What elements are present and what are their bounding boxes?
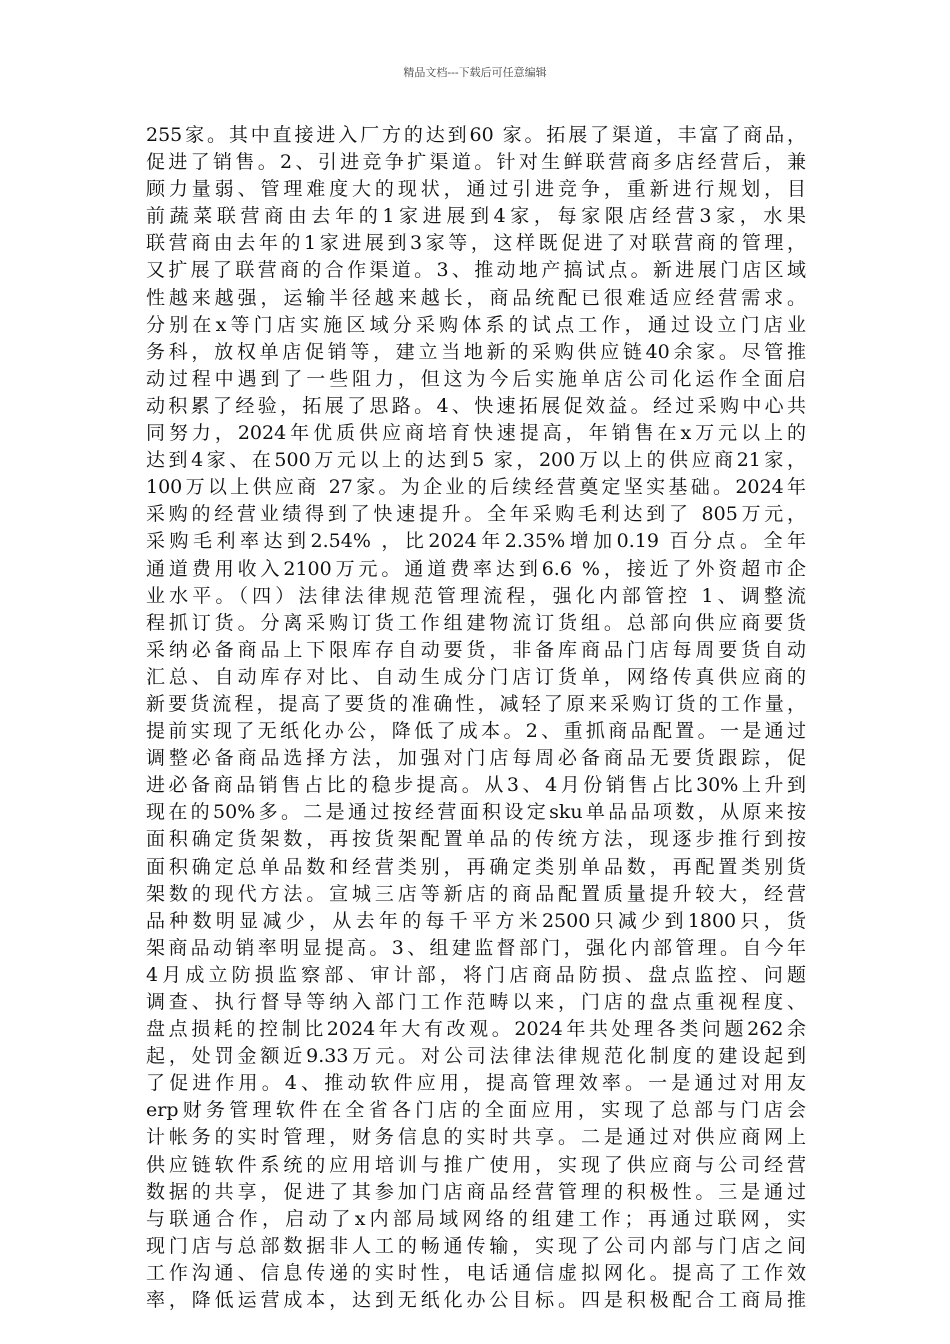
text-line: 汇总、自动库存对比、自动生成分门店订货单，网络传真供应商的: [146, 665, 806, 688]
text-line: 架数的现代方法。宣城三店等新店的商品配置质量提升较大，经营: [146, 882, 806, 905]
text-line: 性越来越强，运输半径越来越长，商品统配已很难适应经营需求。: [146, 286, 806, 309]
text-line: 255家。其中直接进入厂方的达到60 家。拓展了渠道，丰富了商品，: [146, 124, 806, 146]
text-line: 计帐务的实时管理，财务信息的实时共享。二是通过对供应商网上: [146, 1126, 806, 1149]
text-line: 与联通合作，启动了x内部局域网络的组建工作；再通过联网，实: [146, 1207, 806, 1230]
text-line: 100万以上供应商 27家。为企业的后续经营奠定坚实基础。2024年: [146, 476, 806, 499]
text-line: 面积确定总单品数和经营类别，再确定类别单品数，再配置类别货: [146, 855, 806, 878]
text-line: 达到4家、在500万元以上的达到5 家，200万以上的供应商21家，: [146, 449, 806, 472]
text-line: 数据的共享，促进了其参加门店商品经营管理的积极性。三是通过: [146, 1180, 806, 1203]
page-header: 精品文档---下载后可任意编辑: [403, 66, 547, 79]
text-line: 新要货流程，提高了要货的准确性，减轻了原来采购订货的工作量，: [146, 692, 806, 715]
text-line: 了促进作用。4、推动软件应用，提高管理效率。一是通过对用友: [146, 1072, 806, 1095]
text-line: 起，处罚金额近9.33万元。对公司法律法律规范化制度的建设起到: [146, 1045, 806, 1068]
text-line: 工作沟通、信息传递的实时性，电话通信虚拟网化。提高了工作效: [146, 1261, 806, 1284]
text-line: 供应链软件系统的应用培训与推广使用，实现了供应商与公司经营: [146, 1153, 806, 1176]
text-line: 采购毛利率达到2.54% ，比2024年2.35%增加0.19 百分点。全年: [146, 530, 806, 553]
text-line: 顾力量弱、管理难度大的现状，通过引进竞争，重新进行规划，目: [146, 178, 806, 201]
text-line: 动过程中遇到了一些阻力，但这为今后实施单店公司化运作全面启: [146, 367, 806, 390]
text-line: 前蔬菜联营商由去年的1家进展到4家，每家限店经营3家，水果: [146, 205, 806, 228]
text-line: 现在的50%多。二是通过按经营面积设定sku单品品项数，从原来按: [146, 801, 806, 824]
text-line: 采纳必备商品上下限库存自动要货，非备库商品门店每周要货自动: [146, 638, 806, 661]
text-line: 架商品动销率明显提高。3、组建监督部门，强化内部管理。自今年: [146, 936, 806, 959]
text-line: 采购的经营业绩得到了快速提升。全年采购毛利达到了 805万元，: [146, 503, 806, 526]
text-line: 动积累了经验，拓展了思路。4、快速拓展促效益。经过采购中心共: [146, 394, 806, 417]
text-line: 务科，放权单店促销等，建立当地新的采购供应链40余家。尽管推: [146, 340, 806, 363]
text-line: 面积确定货架数，再按货架配置单品的传统方法，现逐步推行到按: [146, 828, 806, 851]
text-line: 通道费用收入2100万元。通道费率达到6.6 %，接近了外资超市企: [146, 557, 806, 580]
text-line: 现门店与总部数据非人工的畅通传输，实现了公司内部与门店之间: [146, 1234, 806, 1257]
text-line: 分别在x等门店实施区域分采购体系的试点工作，通过设立门店业: [146, 313, 806, 336]
text-line: 同努力，2024年优质供应商培育快速提高，年销售在x万元以上的: [146, 422, 806, 445]
text-line: 率，降低运营成本，达到无纸化办公目标。四是积极配合工商局推: [146, 1289, 806, 1312]
text-line: 业水平。（四）法律法律规范管理流程，强化内部管控 1、调整流: [146, 584, 806, 607]
body-text: [146, 122, 806, 1314]
text-line: 调查、执行督导等纳入部门工作范畴以来，门店的盘点重视程度、: [146, 991, 806, 1013]
text-line: 联营商由去年的1家进展到3家等，这样既促进了对联营商的管理，: [146, 232, 806, 255]
text-line: 盘点损耗的控制比2024年大有改观。2024年共处理各类问题262余: [146, 1018, 806, 1041]
text-line: 程抓订货。分离采购订货工作组建物流订货组。总部向供应商要货: [146, 611, 806, 634]
text-line: erp财务管理软件在全省各门店的全面应用，实现了总部与门店会: [146, 1099, 806, 1122]
text-line: 品种数明显减少，从去年的每千平方米2500只减少到1800只，货: [146, 909, 806, 932]
text-line: 又扩展了联营商的合作渠道。3、推动地产搞试点。新进展门店区域: [146, 259, 806, 282]
text-line: 4月成立防损监察部、审计部，将门店商品防损、盘点监控、问题: [146, 963, 806, 986]
text-line: 进必备商品销售占比的稳步提高。从3、4月份销售占比30%上升到: [146, 774, 806, 797]
text-line: 促进了销售。2、引进竞争扩渠道。针对生鲜联营商多店经营后，兼: [146, 151, 806, 174]
text-line: 调整必备商品选择方法，加强对门店每周必备商品无要货跟踪，促: [146, 747, 806, 770]
text-line: 提前实现了无纸化办公，降低了成本。2、重抓商品配置。一是通过: [146, 720, 806, 743]
